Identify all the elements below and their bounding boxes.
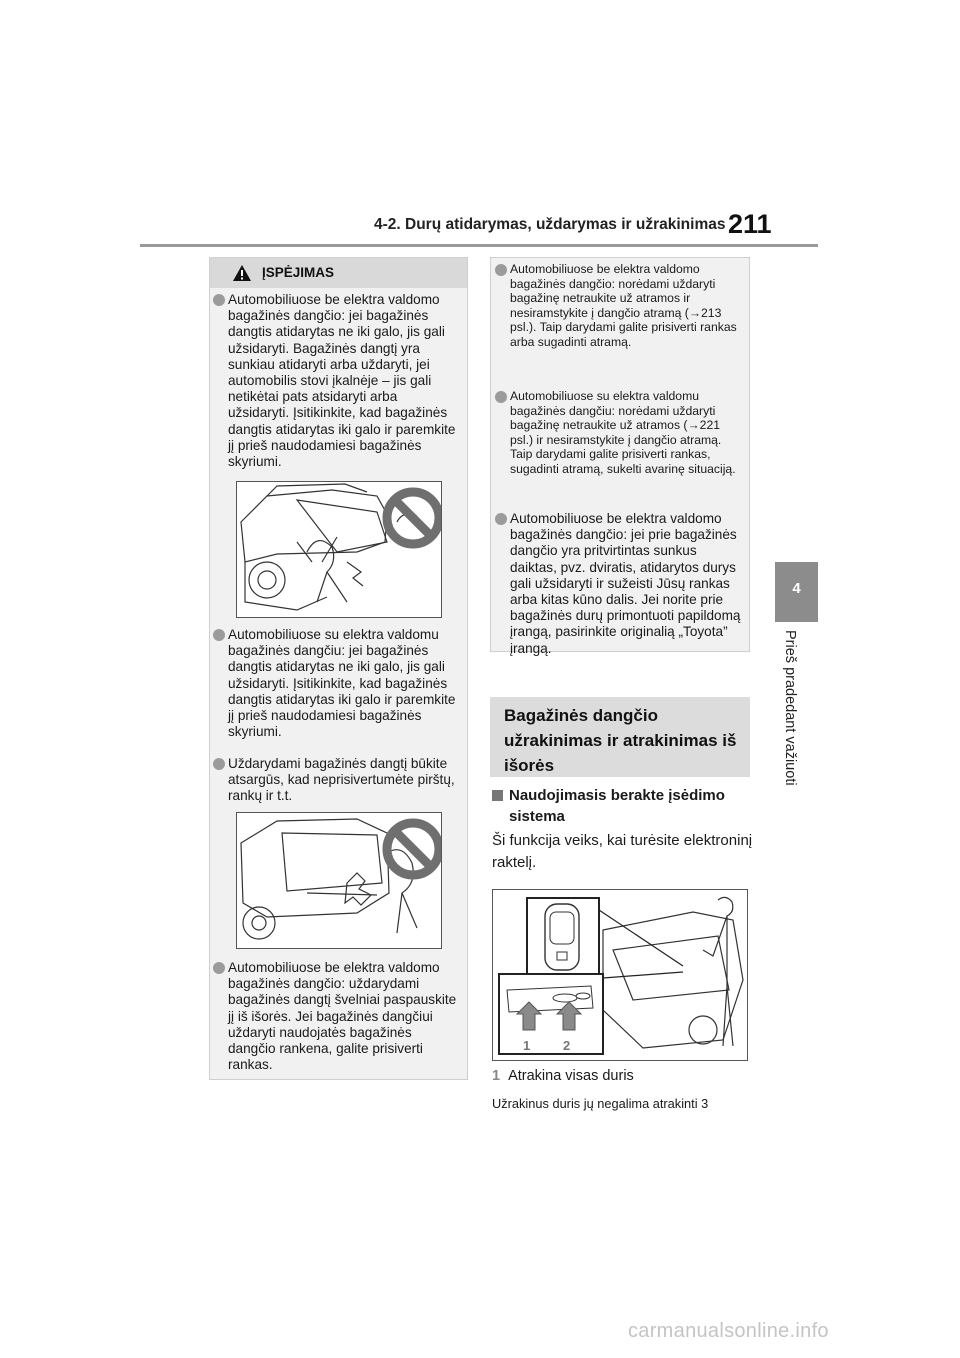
subheading-text: Naudojimasis berakte įsėdimo sistema [509, 787, 725, 825]
prohibited-icon [387, 492, 439, 544]
chapter-number: 4 [792, 580, 801, 597]
car-trunk-drawing [237, 482, 442, 618]
smart-key-drawing [493, 890, 748, 1061]
car-trunk-drawing [237, 813, 442, 949]
note-item-text: Automobiliuose su elektra valdomu bagažinės dangčiu: norėdami uždaryti bagažinę netraukite už atramos (→221 psl.) ir nesiramstykite į dangčio atramą. Taip darydami galite prisiverti rankas, sugadinti atramą, sukelti avarinę situaciją. [510, 389, 736, 476]
smart-key-illustration [492, 889, 748, 1061]
warning-icon [232, 264, 252, 282]
watermark: carmanualsonline.info [628, 1320, 829, 1342]
section-title: 4-2. Durų atidarymas, uždarymas ir užrakinimas [374, 216, 726, 233]
bullet-icon [213, 758, 225, 770]
header-rule [140, 244, 818, 247]
body-text: Ši funkcija veiks, kai turėsite elektroninį raktelį. [492, 832, 753, 871]
note-item [490, 511, 750, 657]
continued-text: Užrakinus duris jų negalima atrakinti 3 [492, 1096, 709, 1111]
step-text: Atrakina visas duris [508, 1068, 634, 1084]
bullet-icon [213, 962, 225, 974]
warning-item-text: Automobiliuose be elektra valdomo bagažinės dangčio: jei bagažinės dangtis atidarytas ne iki galo, jis gali užsidaryti. Bagažinės dangtį yra sunkiau atidaryti arba uždaryti, jei automobilis stovi įkalnėje – jis gali netikėtai pats atsidaryti arba užsidaryti. Įsitikinkite, kad bagažinės dangtis atidarytas iki galo ir paremkite jį prieš naudodamiesi bagažinės skyriumi. [228, 292, 456, 470]
step-item [492, 1068, 634, 1084]
bullet-icon [213, 294, 225, 306]
square-bullet-icon [492, 790, 503, 801]
warning-item-text: Automobiliuose be elektra valdomo bagažinės dangčio: uždarydami bagažinės dangtį švelniai paspauskite jį iš išorės. Jei bagažinės dangčiui uždaryti naudojatės bagažinės dangčio rankena, galite prisiverti rankas. [228, 960, 457, 1073]
warning-item-text: Uždarydami bagažinės dangtį būkite atsargūs, kad neprisivertumėte pirštų, rankų ir t.t. [228, 756, 455, 804]
warning-item-text: Automobiliuose su elektra valdomu bagažinės dangčiu: jei bagažinės dangtis atidarytas ne iki galo, jis gali užsidaryti. Įsitikinkite, kad bagažinės dangtis atidarytas iki galo ir paremkite jį prieš naudodamiesi bagažinės skyriumi. [228, 627, 456, 740]
note-item [490, 262, 750, 350]
warning-item [209, 292, 468, 470]
warning-header [210, 258, 467, 288]
warning-item [209, 756, 468, 805]
trunk-lid-illustration-1 [236, 481, 442, 618]
note-item [490, 389, 750, 477]
warning-item [209, 960, 468, 1073]
note-item-text: Automobiliuose be elektra valdomo bagažinės dangčio: norėdami uždaryti bagažinę netraukite už atramos ir nesiramstykite į dangčio atramą (→213 psl.). Taip darydami galite prisiverti rankas arba sugadinti atramą. [510, 262, 737, 349]
figure-label-2: 2 [563, 1038, 571, 1053]
chapter-label-text: Prieš pradedant važiuoti [782, 630, 798, 786]
page-number: 211 [728, 209, 772, 239]
chapter-tab [775, 562, 818, 622]
trunk-lid-illustration-2 [236, 812, 442, 949]
warning-item [209, 627, 468, 740]
section-heading-box [490, 697, 750, 777]
step-number: 1 [492, 1068, 501, 1084]
note-item-text: Automobiliuose be elektra valdomo bagažinės dangčio: jei prie bagažinės dangčio yra pritvirtintas sunkus daiktas, pvz. dviratis, atidarytos durys gali užsidaryti ir sužeisti Jūsų rankas arba kitas kūno dalis. Jei norite prie bagažinės durų primontuoti papildomą įrangą, pasirinkite originalią „Toyota” įrangą. [510, 511, 741, 656]
section-heading: Bagažinės dangčio užrakinimas ir atrakinimas iš išorės [504, 706, 737, 775]
bullet-icon [213, 629, 225, 641]
bullet-icon [495, 513, 507, 525]
chapter-label [782, 630, 812, 810]
bullet-icon [495, 391, 507, 403]
subheading [492, 785, 762, 827]
warning-title: ĮSPĖJIMAS [262, 265, 335, 280]
figure-label-1: 1 [523, 1038, 531, 1053]
bullet-icon [495, 264, 507, 276]
